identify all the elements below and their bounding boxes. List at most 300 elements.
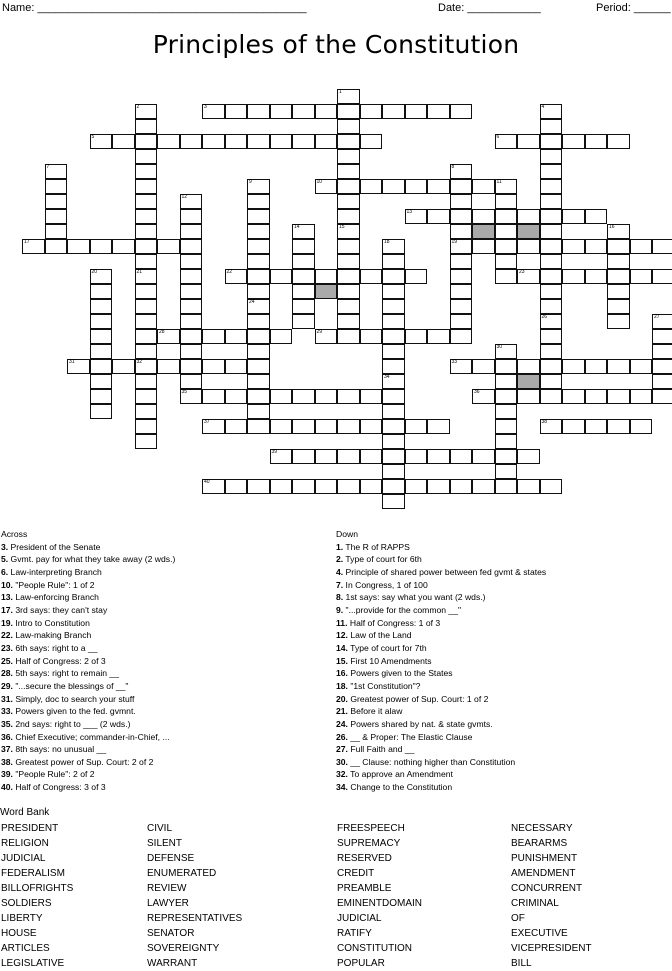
grid-cell[interactable] [337,194,360,209]
grid-cell[interactable] [562,134,585,149]
grid-cell[interactable] [270,329,293,344]
grid-cell[interactable] [450,284,473,299]
grid-cell[interactable] [292,104,315,119]
grid-cell[interactable] [472,359,495,374]
grid-cell[interactable] [157,239,180,254]
grid-cell[interactable] [540,149,563,164]
grid-cell[interactable] [315,134,338,149]
grid-cell[interactable] [247,419,270,434]
grid-cell[interactable] [270,104,293,119]
grid-cell[interactable] [247,479,270,494]
grid-cell[interactable] [360,104,383,119]
grid-cell[interactable] [562,389,585,404]
grid-cell[interactable] [337,449,360,464]
grid-cell[interactable] [135,149,158,164]
grid-cell[interactable] [135,194,158,209]
grid-cell[interactable] [630,359,653,374]
grid-cell[interactable] [495,209,518,224]
grid-cell[interactable] [135,209,158,224]
grid-cell[interactable] [247,134,270,149]
grid-cell[interactable] [495,434,518,449]
grid-cell[interactable] [495,254,518,269]
grid-cell[interactable] [427,179,450,194]
grid-cell[interactable] [382,299,405,314]
grid-cell[interactable] [45,239,68,254]
grid-cell[interactable] [495,224,518,239]
grid-cell[interactable] [90,284,113,299]
grid-cell[interactable] [112,359,135,374]
grid-cell[interactable] [247,104,270,119]
grid-cell[interactable] [382,449,405,464]
grid-cell[interactable] [337,269,360,284]
grid-cell[interactable] [585,134,608,149]
grid-cell[interactable] [337,329,360,344]
grid-cell[interactable] [337,179,360,194]
grid-cell[interactable] [652,239,672,254]
grid-cell[interactable] [517,239,540,254]
grid-cell[interactable] [292,269,315,284]
grid-cell[interactable] [180,134,203,149]
grid-cell[interactable] [382,374,405,389]
grid-cell[interactable] [540,359,563,374]
grid-cell[interactable] [270,419,293,434]
grid-cell[interactable] [472,479,495,494]
grid-cell[interactable] [382,284,405,299]
grid-cell[interactable] [135,164,158,179]
grid-cell[interactable] [292,239,315,254]
grid-cell[interactable] [495,479,518,494]
grid-cell[interactable] [180,329,203,344]
grid-cell[interactable] [247,344,270,359]
grid-cell[interactable] [225,134,248,149]
grid-cell[interactable] [382,269,405,284]
grid-cell[interactable] [382,254,405,269]
grid-cell[interactable] [517,269,540,284]
grid-cell[interactable] [607,359,630,374]
grid-cell[interactable] [450,359,473,374]
grid-cell[interactable] [247,194,270,209]
grid-cell[interactable] [90,329,113,344]
grid-cell[interactable] [517,479,540,494]
grid-cell[interactable] [562,239,585,254]
grid-cell[interactable] [405,449,428,464]
grid-cell[interactable] [90,299,113,314]
grid-cell[interactable] [382,494,405,509]
grid-cell[interactable] [247,374,270,389]
grid-cell[interactable] [135,389,158,404]
grid-cell[interactable] [337,239,360,254]
grid-cell[interactable] [517,449,540,464]
grid-cell[interactable] [652,359,672,374]
grid-cell[interactable] [540,239,563,254]
grid-cell[interactable] [135,254,158,269]
grid-cell[interactable] [540,104,563,119]
grid-cell[interactable] [450,239,473,254]
grid-cell[interactable] [45,194,68,209]
grid-cell[interactable] [292,299,315,314]
grid-cell[interactable] [382,419,405,434]
grid-cell[interactable] [337,164,360,179]
grid-cell[interactable] [585,269,608,284]
grid-cell[interactable] [652,314,672,329]
grid-cell[interactable] [135,299,158,314]
grid-cell[interactable] [247,329,270,344]
grid-cell[interactable] [135,404,158,419]
grid-cell[interactable] [450,194,473,209]
grid-cell[interactable] [607,299,630,314]
grid-cell[interactable] [540,479,563,494]
grid-cell[interactable] [360,389,383,404]
grid-cell[interactable] [247,314,270,329]
grid-cell[interactable] [540,344,563,359]
grid-cell[interactable] [540,419,563,434]
grid-cell[interactable] [337,224,360,239]
grid-cell[interactable] [112,134,135,149]
grid-cell[interactable] [135,134,158,149]
grid-cell[interactable] [180,344,203,359]
grid-cell[interactable] [540,269,563,284]
grid-cell[interactable] [495,239,518,254]
grid-cell[interactable] [337,419,360,434]
grid-cell[interactable] [382,104,405,119]
grid-cell[interactable] [382,179,405,194]
grid-cell[interactable] [202,419,225,434]
grid-cell[interactable] [315,389,338,404]
grid-cell[interactable] [225,329,248,344]
grid-cell[interactable] [495,374,518,389]
grid-cell[interactable] [472,209,495,224]
grid-cell[interactable] [202,329,225,344]
grid-cell[interactable] [315,449,338,464]
grid-cell[interactable] [382,314,405,329]
grid-cell[interactable] [67,239,90,254]
grid-cell[interactable] [225,104,248,119]
grid-cell[interactable] [360,179,383,194]
grid-cell[interactable] [225,419,248,434]
grid-cell[interactable] [360,419,383,434]
grid-cell[interactable] [517,389,540,404]
grid-cell[interactable] [495,464,518,479]
grid-cell[interactable] [585,209,608,224]
grid-cell[interactable] [382,389,405,404]
grid-cell[interactable] [247,299,270,314]
grid-cell[interactable] [315,419,338,434]
grid-cell[interactable] [495,359,518,374]
grid-cell[interactable] [360,134,383,149]
grid-cell[interactable] [382,404,405,419]
grid-cell[interactable] [135,104,158,119]
grid-cell[interactable] [405,104,428,119]
grid-cell[interactable] [180,284,203,299]
grid-cell[interactable] [607,269,630,284]
grid-cell[interactable] [90,374,113,389]
grid-cell[interactable] [360,449,383,464]
grid-cell[interactable] [90,239,113,254]
grid-cell[interactable] [247,224,270,239]
grid-cell[interactable] [225,359,248,374]
grid-cell[interactable] [450,104,473,119]
grid-cell[interactable] [45,179,68,194]
grid-cell[interactable] [247,284,270,299]
grid-cell[interactable] [270,479,293,494]
grid-cell[interactable] [292,224,315,239]
grid-cell[interactable] [337,389,360,404]
grid-cell[interactable] [427,479,450,494]
grid-cell[interactable] [382,479,405,494]
grid-cell[interactable] [315,479,338,494]
grid-cell[interactable] [450,254,473,269]
grid-cell[interactable] [517,134,540,149]
grid-cell[interactable] [247,254,270,269]
grid-cell[interactable] [472,239,495,254]
grid-cell[interactable] [652,269,672,284]
grid-cell[interactable] [405,419,428,434]
grid-cell[interactable] [427,449,450,464]
grid-cell[interactable] [180,254,203,269]
grid-cell[interactable] [472,389,495,404]
grid-cell[interactable] [540,134,563,149]
grid-cell[interactable] [540,209,563,224]
grid-cell[interactable] [90,359,113,374]
grid-cell[interactable] [180,299,203,314]
grid-cell[interactable] [585,389,608,404]
grid-cell[interactable] [112,239,135,254]
grid-cell[interactable] [495,389,518,404]
grid-cell[interactable] [270,134,293,149]
grid-cell[interactable] [135,239,158,254]
grid-cell[interactable] [360,479,383,494]
grid-cell[interactable] [540,179,563,194]
grid-cell[interactable] [562,359,585,374]
grid-cell[interactable] [202,134,225,149]
grid-cell[interactable] [540,119,563,134]
grid-cell[interactable] [135,269,158,284]
grid-cell[interactable] [607,239,630,254]
grid-cell[interactable] [180,209,203,224]
grid-cell[interactable] [450,479,473,494]
grid-cell[interactable] [247,209,270,224]
grid-cell[interactable] [607,134,630,149]
grid-cell[interactable] [247,269,270,284]
grid-cell[interactable] [292,479,315,494]
grid-cell[interactable] [450,269,473,284]
grid-cell[interactable] [562,419,585,434]
grid-cell[interactable] [540,299,563,314]
grid-cell[interactable] [495,404,518,419]
grid-cell[interactable] [585,359,608,374]
grid-cell[interactable] [585,239,608,254]
grid-cell[interactable] [427,209,450,224]
grid-cell[interactable] [405,269,428,284]
grid-cell[interactable] [270,269,293,284]
grid-cell[interactable] [472,179,495,194]
grid-cell[interactable] [337,284,360,299]
grid-cell[interactable] [607,284,630,299]
grid-cell[interactable] [360,329,383,344]
grid-cell[interactable] [382,344,405,359]
grid-cell[interactable] [450,224,473,239]
grid-cell[interactable] [450,209,473,224]
grid-cell[interactable] [157,359,180,374]
grid-cell[interactable] [607,314,630,329]
grid-cell[interactable] [450,164,473,179]
grid-cell[interactable] [405,209,428,224]
grid-cell[interactable] [630,269,653,284]
grid-cell[interactable] [607,389,630,404]
grid-cell[interactable] [540,374,563,389]
grid-cell[interactable] [562,269,585,284]
grid-cell[interactable] [135,419,158,434]
grid-cell[interactable] [630,239,653,254]
grid-cell[interactable] [247,389,270,404]
grid-cell[interactable] [652,389,672,404]
grid-cell[interactable] [67,359,90,374]
grid-cell[interactable] [270,389,293,404]
grid-cell[interactable] [337,149,360,164]
grid-cell[interactable] [427,329,450,344]
grid-cell[interactable] [337,314,360,329]
grid-cell[interactable] [135,119,158,134]
grid-cell[interactable] [337,254,360,269]
grid-cell[interactable] [495,179,518,194]
grid-cell[interactable] [292,134,315,149]
grid-cell[interactable] [337,209,360,224]
grid-cell[interactable] [495,134,518,149]
grid-cell[interactable] [540,314,563,329]
grid-cell[interactable] [292,449,315,464]
grid-cell[interactable] [382,239,405,254]
grid-cell[interactable] [135,314,158,329]
grid-cell[interactable] [585,419,608,434]
grid-cell[interactable] [315,269,338,284]
grid-cell[interactable] [135,359,158,374]
grid-cell[interactable] [495,344,518,359]
grid-cell[interactable] [450,314,473,329]
grid-cell[interactable] [607,419,630,434]
grid-cell[interactable] [495,194,518,209]
grid-cell[interactable] [225,269,248,284]
grid-cell[interactable] [472,449,495,464]
grid-cell[interactable] [225,389,248,404]
grid-cell[interactable] [225,479,248,494]
grid-cell[interactable] [540,194,563,209]
grid-cell[interactable] [90,314,113,329]
grid-cell[interactable] [382,434,405,449]
grid-cell[interactable] [202,104,225,119]
grid-cell[interactable] [270,449,293,464]
grid-cell[interactable] [180,389,203,404]
grid-cell[interactable] [180,374,203,389]
grid-cell[interactable] [135,224,158,239]
grid-cell[interactable] [157,329,180,344]
grid-cell[interactable] [607,254,630,269]
grid-cell[interactable] [315,329,338,344]
grid-cell[interactable] [202,359,225,374]
grid-cell[interactable] [247,404,270,419]
grid-cell[interactable] [90,389,113,404]
grid-cell[interactable] [450,449,473,464]
grid-cell[interactable] [450,299,473,314]
grid-cell[interactable] [135,329,158,344]
grid-cell[interactable] [495,269,518,284]
grid-cell[interactable] [180,269,203,284]
grid-cell[interactable] [630,419,653,434]
grid-cell[interactable] [427,419,450,434]
grid-cell[interactable] [180,314,203,329]
grid-cell[interactable] [247,359,270,374]
grid-cell[interactable] [382,329,405,344]
grid-cell[interactable] [90,269,113,284]
grid-cell[interactable] [315,104,338,119]
grid-cell[interactable] [337,104,360,119]
grid-cell[interactable] [540,164,563,179]
grid-cell[interactable] [135,284,158,299]
grid-cell[interactable] [540,389,563,404]
grid-cell[interactable] [90,404,113,419]
grid-cell[interactable] [180,224,203,239]
grid-cell[interactable] [247,239,270,254]
grid-cell[interactable] [630,389,653,404]
grid-cell[interactable] [337,299,360,314]
grid-cell[interactable] [405,179,428,194]
grid-cell[interactable] [45,224,68,239]
grid-cell[interactable] [450,179,473,194]
grid-cell[interactable] [135,179,158,194]
grid-cell[interactable] [337,479,360,494]
grid-cell[interactable] [22,239,45,254]
grid-cell[interactable] [562,209,585,224]
grid-cell[interactable] [540,254,563,269]
grid-cell[interactable] [247,179,270,194]
grid-cell[interactable] [90,344,113,359]
grid-cell[interactable] [202,389,225,404]
grid-cell[interactable] [382,359,405,374]
grid-cell[interactable] [450,329,473,344]
grid-cell[interactable] [337,89,360,104]
grid-cell[interactable] [135,344,158,359]
grid-cell[interactable] [495,419,518,434]
grid-cell[interactable] [360,269,383,284]
grid-cell[interactable] [540,284,563,299]
grid-cell[interactable] [540,224,563,239]
grid-cell[interactable] [405,329,428,344]
grid-cell[interactable] [540,329,563,344]
grid-cell[interactable] [180,239,203,254]
grid-cell[interactable] [157,134,180,149]
grid-cell[interactable] [202,479,225,494]
grid-cell[interactable] [135,434,158,449]
grid-cell[interactable] [405,479,428,494]
grid-cell[interactable] [652,329,672,344]
grid-cell[interactable] [652,344,672,359]
grid-cell[interactable] [292,314,315,329]
grid-cell[interactable] [337,119,360,134]
grid-cell[interactable] [517,359,540,374]
grid-cell[interactable] [180,194,203,209]
grid-cell[interactable] [292,389,315,404]
grid-cell[interactable] [427,104,450,119]
grid-cell[interactable] [45,209,68,224]
grid-cell[interactable] [495,449,518,464]
grid-cell[interactable] [180,359,203,374]
grid-cell[interactable] [292,284,315,299]
grid-cell[interactable] [292,254,315,269]
grid-cell[interactable] [135,374,158,389]
grid-cell[interactable] [337,134,360,149]
grid-cell[interactable] [652,374,672,389]
grid-cell[interactable] [45,164,68,179]
grid-cell[interactable] [382,464,405,479]
